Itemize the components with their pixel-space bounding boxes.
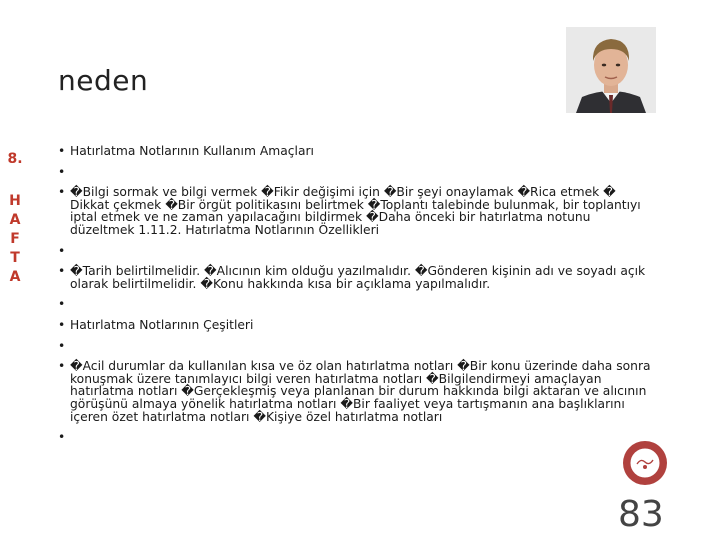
list-item-text: �Bilgi sormak ve bilgi vermek �Fikir değişimi için �Bir şeyi onaylamak �Rica etmek � Dikkat çekmek �Bir örgüt politikasını belirtmek �Toplantı talebinde bulunmak, bir toplantıyı iptal etmek ve ne zaman yapılacağını bildirmek �Daha önceki bir hatırlatma notunu düzeltmek 1.11.2. Hatırlatma Notlarının Özellikleri (70, 185, 641, 237)
list-item (58, 265, 658, 290)
list-item (58, 145, 658, 158)
list-item (58, 298, 658, 311)
page-number: 83 (618, 494, 664, 535)
university-seal-icon (622, 440, 668, 486)
side-number: 8. (7, 151, 23, 167)
list-item-text: Hatırlatma Notlarının Çeşitleri (70, 317, 254, 332)
list-item (58, 245, 658, 258)
bullet-marker: • (58, 430, 66, 445)
list-item-text: �Acil durumlar da kullanılan kısa ve öz olan hatırlatma notları �Bir konu üzerinde daha sonra konuşmak üzere tanımlayıcı bilgi veren hatırlatma notları �Bilgilendirmeyi amaçlayan hatırlatma notları �Gerçekleşmiş veya planlanan bir durum hakkında bilgi aktaran ve alıcının görüşünü almaya yönelik hatırlatma notları �Bir faaliyet veya tartışmanın ana başlıklarını içeren özet hatırlatma notları �Kişiye özel hatırlatma notları (70, 359, 651, 424)
bullet-marker: • (58, 297, 66, 312)
list-item (58, 340, 658, 353)
side-letters (6, 192, 24, 287)
bullet-marker: • (58, 264, 66, 279)
list-item (58, 166, 658, 179)
list-item (58, 319, 658, 332)
bullet-marker: • (58, 243, 66, 258)
bullet-marker: • (58, 144, 66, 158)
bullet-list (58, 145, 658, 444)
side-letter: H (9, 193, 21, 209)
bullet-marker: • (58, 185, 66, 200)
side-letter: F (10, 231, 20, 247)
bullet-marker: • (58, 359, 66, 374)
list-item-text: �Tarih belirtilmelidir. �Alıcının kim olduğu yazılmalıdır. �Gönderen kişinin adı ve soyadı açık olarak belirtilmelidir. �Konu hakkında kısa bir açıklama yapılmalıdır. (70, 264, 646, 291)
bullet-marker: • (58, 164, 66, 179)
side-letter: T (10, 250, 20, 266)
list-item (58, 186, 658, 236)
bullet-marker: • (58, 338, 66, 353)
side-letter: A (9, 212, 21, 228)
list-item-text: Hatırlatma Notlarının Kullanım Amaçları (70, 144, 314, 158)
list-item (58, 360, 658, 423)
list-item (58, 431, 658, 444)
side-letter: A (9, 269, 21, 285)
slide-title: neden (58, 64, 149, 97)
presenter-photo (566, 27, 656, 113)
bullet-marker: • (58, 317, 66, 332)
